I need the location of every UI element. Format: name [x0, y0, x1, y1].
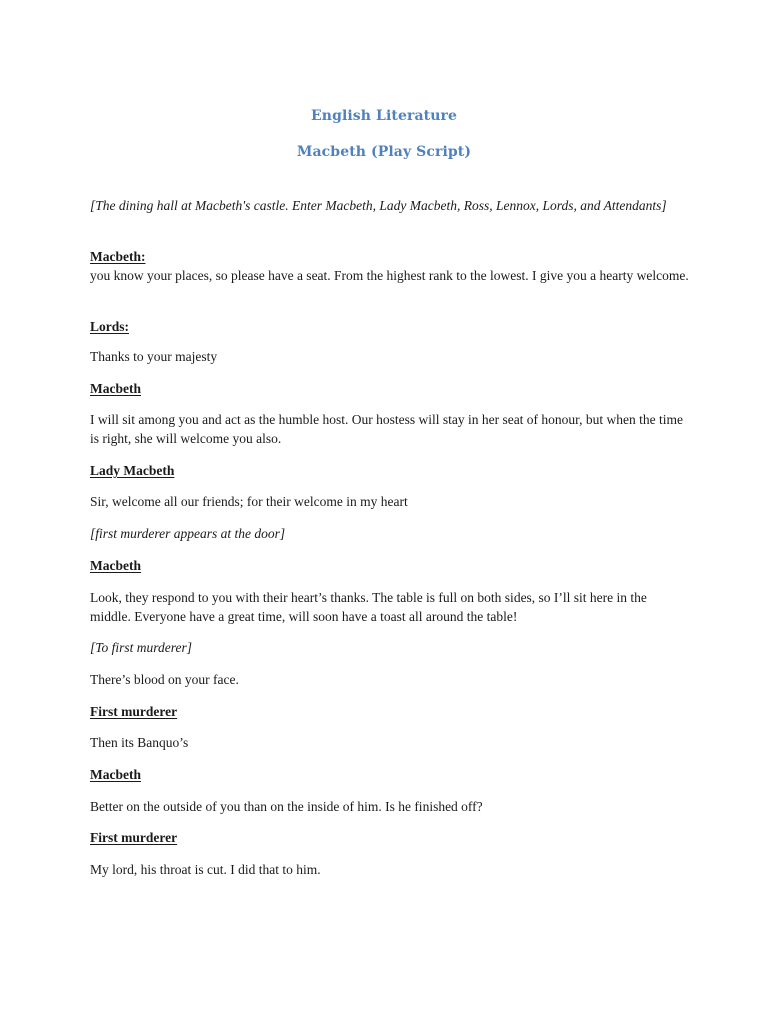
stage-direction-opening: [The dining hall at Macbeth's castle. Enter Macbeth, Lady Macbeth, Ross, Lennox, Lords, and Attendants] [90, 198, 667, 213]
dialogue-line: My lord, his throat is cut. I did that to him. [90, 862, 321, 877]
stage-direction: [first murderer appears at the door] [90, 526, 286, 541]
document-subtitle: Macbeth (Play Script) [296, 144, 472, 160]
stage-direction: [To first murderer] [90, 640, 193, 655]
dialogue-line: Sir, welcome all our friends; for their welcome in my heart [90, 494, 408, 509]
speaker-label: Lady Macbeth [90, 463, 175, 478]
speaker-label: Macbeth [90, 381, 141, 396]
speaker-label: First murderer [90, 704, 178, 719]
speaker-label: Lords: [90, 319, 130, 334]
dialogue-line: Look, they respond to you with their heart’s thanks. The table is full on both sides, so I’ll sit here in the middle. Everyone have a great time, will soon have a toast all around the table! [90, 590, 651, 624]
dialogue-line: you know your places, so please have a seat. From the highest rank to the lowest. I give you a hearty welcome. [90, 268, 689, 283]
dialogue-line: I will sit among you and act as the humble host. Our hostess will stay in her seat of honour, but when the time is right, she will welcome you also. [90, 412, 687, 446]
dialogue-line: There’s blood on your face. [90, 672, 239, 687]
dialogue-line: Thanks to your majesty [90, 349, 218, 364]
speaker-label: Macbeth: [90, 249, 146, 264]
speaker-label: Macbeth [90, 558, 141, 573]
speaker-label: First murderer [90, 830, 178, 845]
document-title: English Literature [311, 108, 457, 124]
dialogue-line: Then its Banquo’s [90, 735, 189, 750]
speaker-label: Macbeth [90, 767, 141, 782]
dialogue-line: Better on the outside of you than on the inside of him. Is he finished off? [90, 799, 483, 814]
